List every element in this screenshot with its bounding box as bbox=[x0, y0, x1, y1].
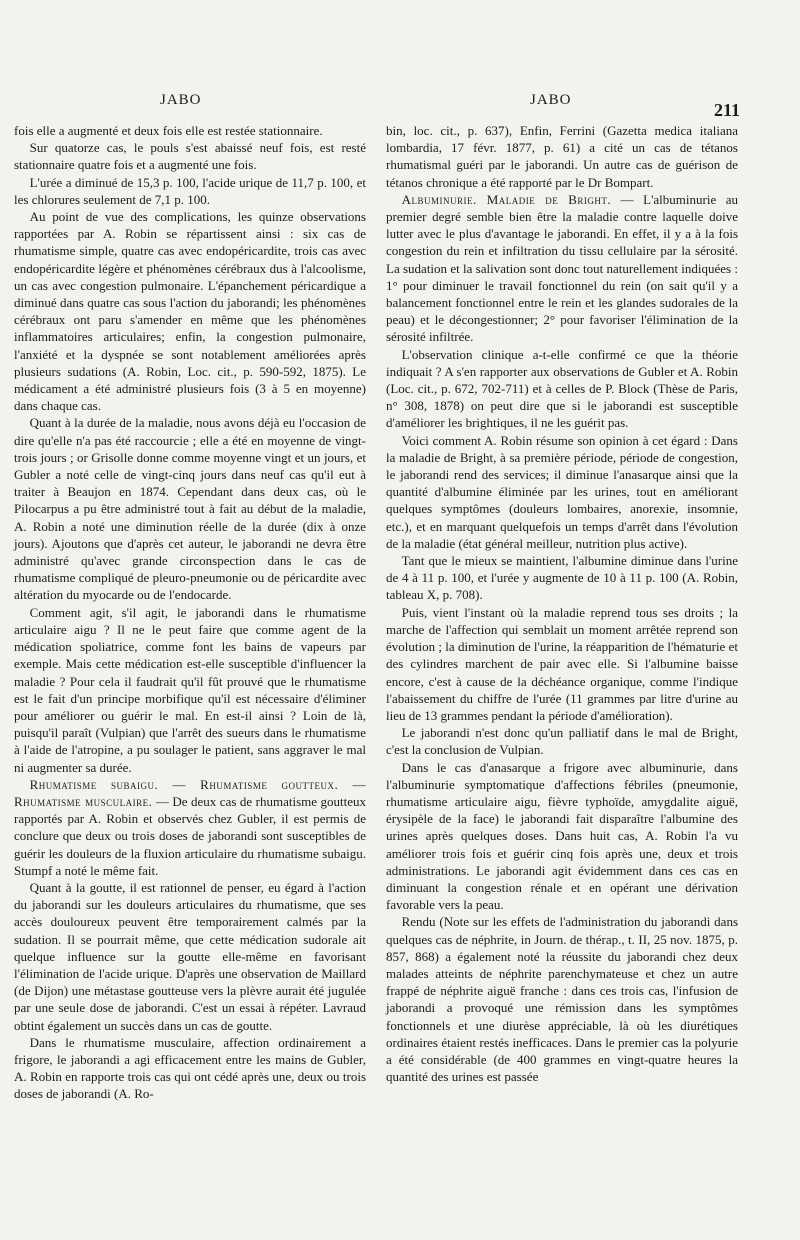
paragraph: fois elle a augmenté et deux fois elle est restée stationnaire. bbox=[14, 123, 323, 138]
paragraph: Dans le rhumatisme musculaire, affection ordinairement a frigore, le jaborandi a agi efficacement entre les mains de Gubler, A. Robin en rapporte trois cas qui ont cédé après une, deux ou trois doses de jaborandi (A. Ro- bbox=[14, 1034, 366, 1102]
paragraph: Quant à la durée de la maladie, nous avons déjà eu l'occasion de dire qu'elle n'a pas été raccourcie ; elle a été en moyenne de vingt-trois jours ; or Grisolle donne comme moyenne vingt et un jours, et Gubler a noté celle de vingt-cinq jours dans neuf cas qu'il eut à traiter à Beaujon en 1874. Cependant dans deux cas, où le Pilocarpus a pu être administré tout à fait au début de la maladie, A. Robin a noté une diminution réelle de la durée (dix à onze jours). Ajoutons que d'après cet auteur, le jaborandi ne devra être administré qu'avec grande circonspection dans le cas de rhumatisme compliqué de pleuro-pneumonie ou de péricardite avec altération du myocarde ou de l'endocarde. bbox=[14, 415, 366, 603]
running-head-right: JABO bbox=[530, 92, 572, 108]
paragraph: Au point de vue des complications, les quinze observations rapportées par A. Robin se répartissent ainsi : six cas de rhumatisme simple, quatre cas avec endopéricardite, trois cas avec endopéricardite légère et phénomènes cérébraux dus à l'alcoolisme, un cas avec congestion pulmonaire. L'épanchement péricardique a diminué dans quatre cas sous l'action du jaborandi; les phénomènes cérébraux ont paru s'amender en même que les phénomènes inflammatoires articulaires; enfin, la congestion pulmonaire, l'anxiété et la dyspnée se sont notablement améliorées après plusieurs sudations (A. Robin, Loc. cit., p. 590-592, 1875). Le médicament a été administré plusieurs fois (3 à 5 en moyenne) dans chaque cas. bbox=[14, 209, 366, 414]
paragraph: Puis, vient l'instant où la maladie reprend tous ses droits ; la marche de l'affection qui semblait un moment arrêtée reprend son évolution ; la diminution de l'urine, la réapparition de l'hématurie et des cylindres marchent de pair avec elle. Si l'albumine baisse encore, c'est à cause de la déchéance organique, comme l'indique l'abaissement du chiffre de l'urée (11 grammes par litre d'urine au lieu de 13 grammes pendant la période d'amélioration). bbox=[386, 604, 738, 723]
paragraph-rubric bbox=[14, 776, 366, 879]
right-column bbox=[386, 122, 738, 1085]
page-number: 211 bbox=[713, 100, 740, 120]
paragraph: Dans le cas d'anasarque a frigore avec albuminurie, dans l'albuminurie symptomatique d'affections fébriles (pneumonie, rhumatisme articulaire aigu, fièvre typhoïde, amygdalite aiguë, érysipèle de la face) le jaborandi fait disparaître l'albumine des urines après quelques doses. Dans huit cas, A. Robin l'a vu améliorer trois fois et guérir cinq fois après une, deux et trois administrations. Le jaborandi agit évidemment dans ces cas en diminuant la congestion rénale et en opérant une dérivation favorable vers la peau. bbox=[386, 759, 738, 913]
paragraph: L'urée a diminué de 15,3 p. 100, l'acide urique de 11,7 p. 100, et les chlorures seulement de 7,1 p. 100. bbox=[14, 174, 366, 207]
rubric-text: — L'albuminurie au premier degré semble bien être la maladie contre laquelle doive lutter avec le plus d'avantage le jaborandi. En effet, il y a à la fois congestion du rein et infiltration du tissu cellulaire par la sérosité. La sudation et la salivation sont donc tout naturellement indiquées : 1° pour diminuer le travail fonctionnel du rein (on sait qu'il y a balancement fonctionnel entre le rein et les glandes sudorales de la peau) et le décongestionner; 2° pour favoriser l'élimination de la sérosité infiltrée. bbox=[386, 191, 738, 345]
paragraph: Quant à la goutte, il est rationnel de penser, eu égard à l'action du jaborandi sur les douleurs articulaires du rhumatisme, que ses accès douloureux peuvent être temporairement calmés par la sudation. Il se pourrait même, que cette médication sudorale ait quelque influence sur la goutte elle-même en favorisant l'élimination de l'acide urique. D'après une observation de Maillard (de Dijon) une métastase goutteuse vers la plèvre aurait été jugulée par une seule dose de jaborandi. C'est un essai à répéter. Lavraud obtint également un succès dans un cas de goutte. bbox=[14, 879, 366, 1033]
paragraph-rubric bbox=[386, 191, 738, 346]
rubric-heading: Rhumatisme subaigu. — Rhumatisme goutteux. — Rhumatisme musculaire. bbox=[14, 776, 366, 809]
paragraph: L'observation clinique a-t-elle confirmé ce que la théorie indiquait ? A s'en rapporter aux observations de Gubler et A. Robin (Loc. cit., p. 672, 702-711) et à celles de P. Block (Thèse de Paris, n° 308, 1878) on peut dire que si le jaborandi est susceptible d'améliorer les brightiques, il ne les guérit pas. bbox=[386, 346, 738, 431]
rubric-heading: Albuminurie. Maladie de Bright. bbox=[401, 191, 612, 207]
paragraph: Tant que le mieux se maintient, l'albumine diminue dans l'urine de 4 à 11 p. 100, et l'urée y augmente de 10 à 11 p. 100 (A. Robin, tableau X, p. 708). bbox=[386, 553, 738, 603]
paragraph: Comment agit, s'il agit, le jaborandi dans le rhumatisme articulaire aigu ? Il ne le peut faire que comme agent de la médication spoliatrice, comme font les bains de vapeurs par exemple. Mais cette médication est-elle susceptible d'influencer la maladie ? Pour cela il faudrait qu'il fût prouvé que le rhumatisme est le fait d'un principe morbifique qu'il est nécessaire d'éliminer pour améliorer ou guérir le mal. En est-il ainsi ? Loin de là, puisqu'il paraît (Vulpian) que l'arrêt des sueurs dans le rhumatisme à l'aide de l'atropine, a pu soulager le patient, sans aggraver le mal ni augmenter sa durée. bbox=[14, 604, 366, 775]
paragraph: Le jaborandi n'est donc qu'un palliatif dans le mal de Bright, c'est la conclusion de Vulpian. bbox=[386, 725, 738, 758]
paragraph: bin, loc. cit., p. 637), Enfin, Ferrini (Gazetta medica italiana lombardia, 17 févr. 1877, p. 61) a cité un cas de tétanos rhumatismal guéri par le jaborandi. Un autre cas de guérison de tétanos chronique a été rapporté par le Dr Bompart. bbox=[386, 123, 738, 190]
running-head-left: JABO bbox=[160, 92, 202, 108]
left-column bbox=[14, 122, 366, 1103]
paragraph: Rendu (Note sur les effets de l'administration du jaborandi dans quelques cas de néphrite, in Journ. de thérap., t. II, 25 nov. 1875, p. 857, 868) a également noté la réussite du jaborandi chez deux malades atteints de néphrite parenchymateuse et chez un autre frappé de néphrite aiguë franche : dans ces trois cas, l'infusion de jaborandi a provoqué une rémission dans les symptômes fonctionnels et une diurèse appréciable, là où les diurétiques ordinaires étaient restés inefficaces. Dans le premier cas la polyurie a été considérable (de 400 grammes en vingt-quatre heures la quantité des urines est passée bbox=[386, 914, 738, 1085]
paragraph: Sur quatorze cas, le pouls s'est abaissé neuf fois, est resté stationnaire quatre fois et a augmenté une fois. bbox=[14, 140, 366, 173]
rubric-text: — De deux cas de rhumatisme goutteux rapportés par A. Robin et observés chez Gubler, il est permis de conclure que deux ou trois doses de jaborandi sont susceptibles de guérir les douleurs de la fluxion articulaire du rhumatisme subaigu. Stumpf a noté le même fait. bbox=[14, 793, 366, 878]
paragraph: Voici comment A. Robin résume son opinion à cet égard : Dans la maladie de Bright, à sa première période, période de congestion, le jaborandi rend des services; il diminue l'anasarque ainsi que la quantité d'albumine éliminée par les urines, tout en améliorant quelques symptômes (douleurs lombaires, anorexie, insomnie, etc.), et en marquant quelquefois un temps d'arrêt dans l'évolution de la maladie (état général meilleur, nutrition plus active). bbox=[386, 432, 738, 551]
